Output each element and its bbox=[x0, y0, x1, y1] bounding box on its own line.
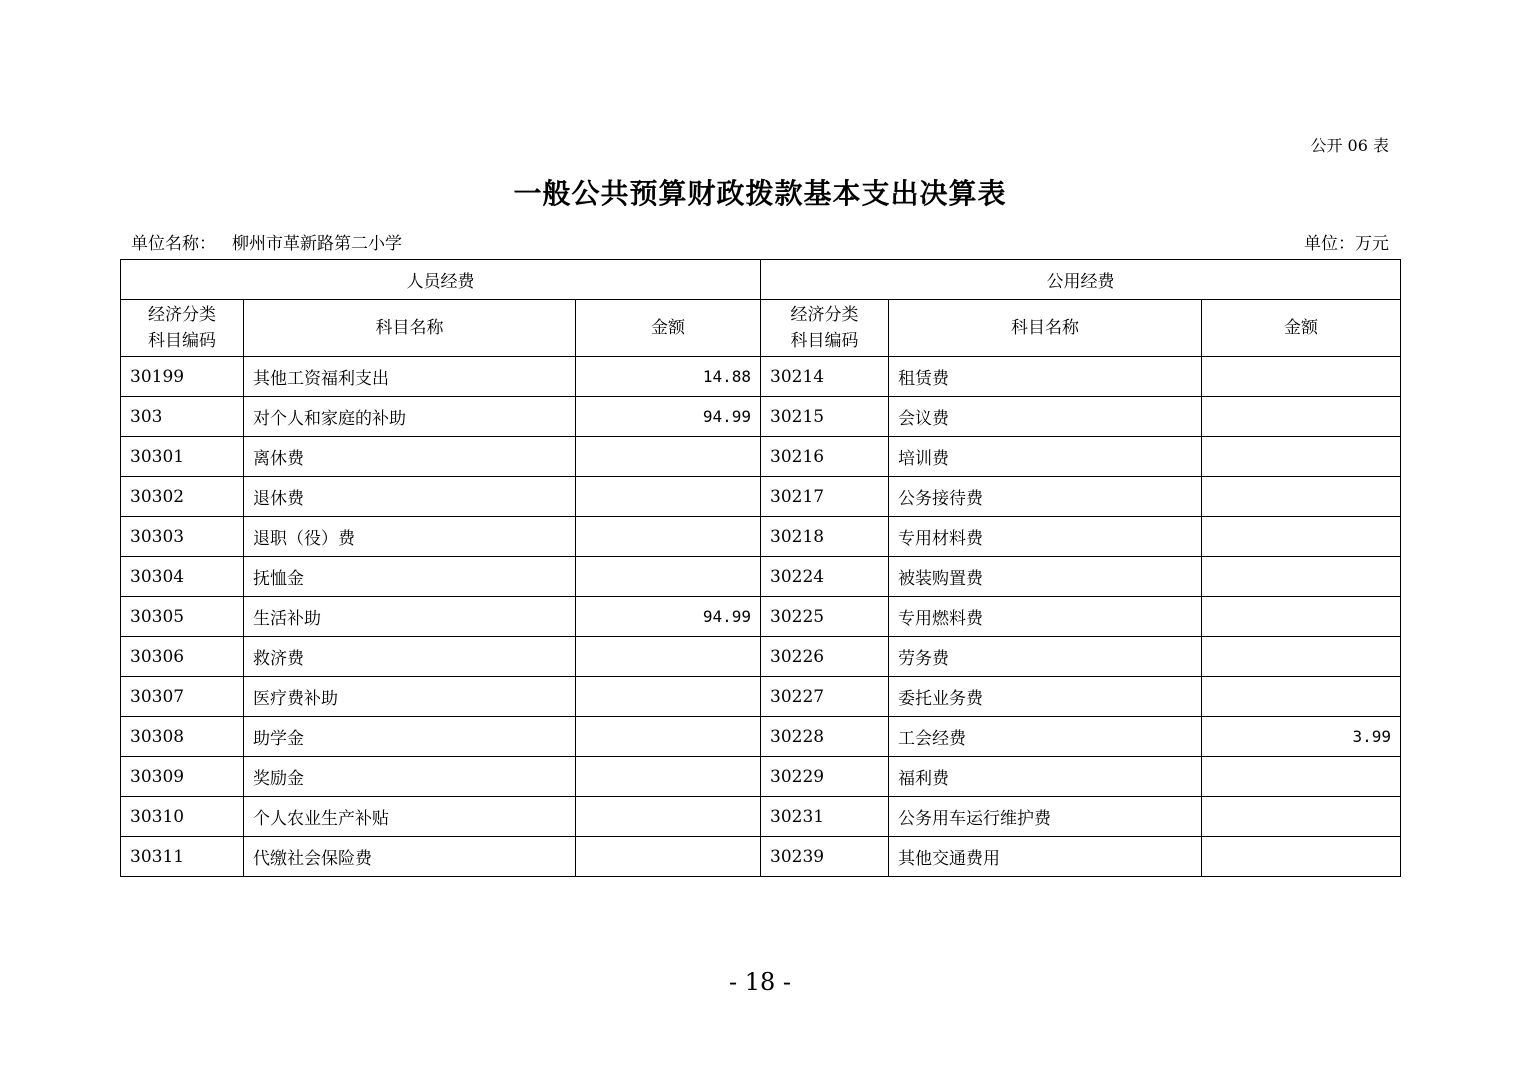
public-name-cell: 专用燃料费 bbox=[889, 597, 1202, 637]
unit-label: 单位：万元 bbox=[1304, 234, 1389, 254]
col-header-name: 科目名称 bbox=[889, 300, 1202, 357]
personnel-name-cell: 代缴社会保险费 bbox=[244, 837, 576, 877]
personnel-code-cell: 30309 bbox=[121, 757, 244, 797]
group-header-personnel: 人员经费 bbox=[121, 260, 761, 300]
public-code-cell: 30216 bbox=[761, 437, 889, 477]
personnel-code-cell: 303 bbox=[121, 397, 244, 437]
public-name-cell: 劳务费 bbox=[889, 637, 1202, 677]
personnel-amount-cell: 94.99 bbox=[576, 397, 761, 437]
table-row bbox=[121, 637, 1401, 677]
public-name-cell: 公务接待费 bbox=[889, 477, 1202, 517]
public-name-cell: 工会经费 bbox=[889, 717, 1202, 757]
public-code-cell: 30217 bbox=[761, 477, 889, 517]
personnel-code-cell: 30307 bbox=[121, 677, 244, 717]
form-number: 公开 06 表 bbox=[1310, 136, 1389, 155]
org-info bbox=[131, 229, 402, 254]
table-row bbox=[121, 557, 1401, 597]
personnel-amount-cell bbox=[576, 477, 761, 517]
personnel-name-cell: 离休费 bbox=[244, 437, 576, 477]
personnel-name-cell: 退休费 bbox=[244, 477, 576, 517]
budget-table bbox=[120, 259, 1401, 877]
personnel-amount-cell bbox=[576, 517, 761, 557]
public-amount-cell bbox=[1202, 837, 1401, 877]
personnel-code-cell: 30304 bbox=[121, 557, 244, 597]
page-title: 一般公共预算财政拨款基本支出决算表 bbox=[513, 177, 1007, 210]
col-header-amount: 金额 bbox=[1202, 300, 1401, 357]
public-code-cell: 30225 bbox=[761, 597, 889, 637]
personnel-name-cell: 个人农业生产补贴 bbox=[244, 797, 576, 837]
public-amount-cell bbox=[1202, 557, 1401, 597]
public-amount-cell bbox=[1202, 437, 1401, 477]
personnel-amount-cell bbox=[576, 677, 761, 717]
public-code-cell: 30215 bbox=[761, 397, 889, 437]
public-name-cell: 公务用车运行维护费 bbox=[889, 797, 1202, 837]
personnel-name-cell: 医疗费补助 bbox=[244, 677, 576, 717]
personnel-code-cell: 30305 bbox=[121, 597, 244, 637]
personnel-name-cell: 抚恤金 bbox=[244, 557, 576, 597]
personnel-name-cell: 退职（役）费 bbox=[244, 517, 576, 557]
personnel-code-cell: 30302 bbox=[121, 477, 244, 517]
public-amount-cell bbox=[1202, 517, 1401, 557]
public-amount-cell bbox=[1202, 637, 1401, 677]
public-name-cell: 被装购置费 bbox=[889, 557, 1202, 597]
personnel-name-cell: 生活补助 bbox=[244, 597, 576, 637]
table-row bbox=[121, 517, 1401, 557]
column-header-row bbox=[121, 300, 1401, 357]
public-name-cell: 培训费 bbox=[889, 437, 1202, 477]
personnel-name-cell: 对个人和家庭的补助 bbox=[244, 397, 576, 437]
public-amount-cell bbox=[1202, 477, 1401, 517]
table-row bbox=[121, 837, 1401, 877]
public-code-cell: 30231 bbox=[761, 797, 889, 837]
col-header-code: 经济分类 科目编码 bbox=[121, 300, 244, 357]
public-amount-cell bbox=[1202, 797, 1401, 837]
personnel-code-cell: 30301 bbox=[121, 437, 244, 477]
public-amount-cell bbox=[1202, 397, 1401, 437]
personnel-code-cell: 30303 bbox=[121, 517, 244, 557]
public-code-cell: 30228 bbox=[761, 717, 889, 757]
personnel-code-cell: 30310 bbox=[121, 797, 244, 837]
personnel-code-cell: 30199 bbox=[121, 357, 244, 397]
page-number: - 18 - bbox=[728, 968, 791, 996]
personnel-name-cell: 助学金 bbox=[244, 717, 576, 757]
personnel-code-cell: 30308 bbox=[121, 717, 244, 757]
public-amount-cell bbox=[1202, 597, 1401, 637]
public-name-cell: 租赁费 bbox=[889, 357, 1202, 397]
personnel-amount-cell bbox=[576, 717, 761, 757]
table-row bbox=[121, 597, 1401, 637]
public-code-cell: 30229 bbox=[761, 757, 889, 797]
public-name-cell: 委托业务费 bbox=[889, 677, 1202, 717]
public-code-cell: 30224 bbox=[761, 557, 889, 597]
public-code-cell: 30218 bbox=[761, 517, 889, 557]
personnel-amount-cell bbox=[576, 797, 761, 837]
table-row bbox=[121, 717, 1401, 757]
personnel-name-cell: 其他工资福利支出 bbox=[244, 357, 576, 397]
personnel-amount-cell bbox=[576, 557, 761, 597]
public-amount-cell bbox=[1202, 357, 1401, 397]
public-amount-cell bbox=[1202, 757, 1401, 797]
table-body bbox=[121, 357, 1401, 877]
table-row bbox=[121, 757, 1401, 797]
personnel-code-cell: 30311 bbox=[121, 837, 244, 877]
public-name-cell: 会议费 bbox=[889, 397, 1202, 437]
public-code-cell: 30226 bbox=[761, 637, 889, 677]
public-name-cell: 福利费 bbox=[889, 757, 1202, 797]
personnel-amount-cell bbox=[576, 437, 761, 477]
personnel-name-cell: 救济费 bbox=[244, 637, 576, 677]
public-name-cell: 其他交通费用 bbox=[889, 837, 1202, 877]
public-amount-cell: 3.99 bbox=[1202, 717, 1401, 757]
table-row bbox=[121, 437, 1401, 477]
group-header-public: 公用经费 bbox=[761, 260, 1401, 300]
personnel-amount-cell bbox=[576, 637, 761, 677]
personnel-amount-cell bbox=[576, 757, 761, 797]
col-header-code: 经济分类 科目编码 bbox=[761, 300, 889, 357]
public-name-cell: 专用材料费 bbox=[889, 517, 1202, 557]
table-row bbox=[121, 397, 1401, 437]
table-row bbox=[121, 797, 1401, 837]
public-code-cell: 30214 bbox=[761, 357, 889, 397]
table-row bbox=[121, 477, 1401, 517]
personnel-amount-cell: 14.88 bbox=[576, 357, 761, 397]
public-code-cell: 30239 bbox=[761, 837, 889, 877]
personnel-name-cell: 奖励金 bbox=[244, 757, 576, 797]
personnel-amount-cell bbox=[576, 837, 761, 877]
group-header-row bbox=[121, 260, 1401, 300]
personnel-code-cell: 30306 bbox=[121, 637, 244, 677]
table-row bbox=[121, 677, 1401, 717]
col-header-amount: 金额 bbox=[576, 300, 761, 357]
personnel-amount-cell: 94.99 bbox=[576, 597, 761, 637]
public-code-cell: 30227 bbox=[761, 677, 889, 717]
table-row bbox=[121, 357, 1401, 397]
org-name: 柳州市革新路第二小学 bbox=[232, 234, 402, 254]
meta-line bbox=[131, 229, 1389, 254]
col-header-name: 科目名称 bbox=[244, 300, 576, 357]
public-amount-cell bbox=[1202, 677, 1401, 717]
org-label: 单位名称： bbox=[131, 234, 216, 254]
